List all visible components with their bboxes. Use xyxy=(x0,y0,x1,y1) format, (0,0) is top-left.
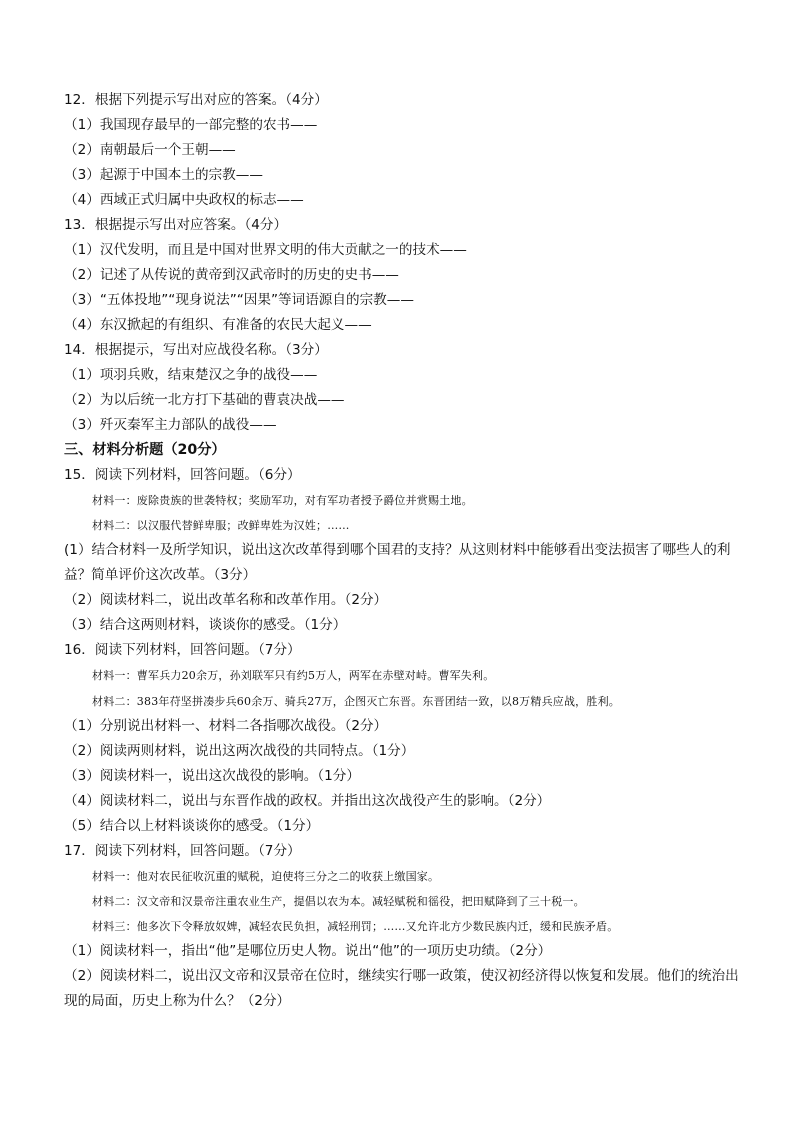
question-line: （3）结合这两则材料，谈谈你的感受。（1分） xyxy=(64,617,347,634)
section-heading: 三、材料分析题（20分） xyxy=(64,442,226,458)
question-line: （2）阅读材料二，说出汉文帝和汉景帝在位时，继续实行哪一政策，使汉初经济得以恢复和发展。他们的统治出现的局面，历史上称为什么？（2分） xyxy=(64,968,739,1010)
question-line: （1）汉代发明，而且是中国对世界文明的伟大贡献之一的技术—— xyxy=(64,242,467,258)
question-line: （3）阅读材料一，说出这次战役的影响。（1分） xyxy=(64,767,360,784)
question-line: （1）我国现存最早的一部完整的农书—— xyxy=(64,117,318,133)
material-text: 材料一：废除贵族的世袭特权；奖励军功，对有军功者授予爵位并赏赐土地。 xyxy=(92,494,473,507)
question-line: 12．根据下列提示写出对应的答案。（4分） xyxy=(64,92,328,108)
question-line: （2）记述了从传说的黄帝到汉武帝时的历史的史书—— xyxy=(64,267,399,283)
material-text: 材料二：汉文帝和汉景帝注重农业生产，提倡以农为本。减轻赋税和徭役，把田赋降到了三十税一。 xyxy=(92,895,585,909)
question-line: （3）歼灭秦军主力部队的战役—— xyxy=(64,417,277,433)
question-line: （3）“五体投地”“现身说法”“因果”等词语源自的宗教—— xyxy=(64,292,414,308)
question-line: 13．根据提示写出对应答案。（4分） xyxy=(64,217,288,233)
question-line: （2）为以后统一北方打下基础的曹袁决战—— xyxy=(64,392,345,408)
document-body xyxy=(64,88,740,1014)
question-line: （2）阅读两则材料，说出这两次战役的共同特点。（1分） xyxy=(64,742,415,759)
material-text: 材料二：383年苻坚拼凑步兵60余万、骑兵27万，企图灭亡东晋。东晋团结一致，以8万精兵应战，胜利。 xyxy=(92,694,620,708)
question-line: （4）东汉掀起的有组织、有准备的农民大起义—— xyxy=(64,317,372,333)
question-line: （5）结合以上材料谈谈你的感受。（1分） xyxy=(64,817,320,834)
question-line: 17．阅读下列材料，回答问题。（7分） xyxy=(64,842,301,859)
question-line: （2）南朝最后一个王朝—— xyxy=(64,142,236,158)
question-line: （4）西域正式归属中央政权的标志—— xyxy=(64,192,304,208)
material-text: 材料一：他对农民征收沉重的赋税，迫使将三分之二的收获上缴国家。 xyxy=(92,869,440,883)
material-text: 材料二：以汉服代替鲜卑服；改鲜卑姓为汉姓；…… xyxy=(92,519,350,533)
question-line: （1）分别说出材料一、材料二各指哪次战役。（2分） xyxy=(64,717,388,734)
question-line: （3）起源于中国本土的宗教—— xyxy=(64,167,263,183)
question-line: 14．根据提示，写出对应战役名称。（3分） xyxy=(64,342,328,358)
question-line: （1）阅读材料一，指出“他”是哪位历史人物。说出“他”的一项历史功绩。（2分） xyxy=(64,943,552,960)
question-line: 15．阅读下列材料，回答问题。（6分） xyxy=(64,467,301,483)
material-text: 材料一：曹军兵力20余万，孙刘联军只有约5万人，两军在赤壁对峙。曹军失利。 xyxy=(92,669,495,683)
question-line: （1）项羽兵败，结束楚汉之争的战役—— xyxy=(64,367,318,383)
question-line: （2）阅读材料二，说出改革名称和改革作用。（2分） xyxy=(64,592,388,609)
material-text: 材料三：他多次下令释放奴婢，减轻农民负担，减轻刑罚；……又允许北方少数民族内迁，缓和民族矛盾。 xyxy=(92,920,619,934)
question-line: (1）结合材料一及所学知识，说出这次改革得到哪个国君的支持？从这则材料中能够看出变法损害了哪些人的利益？简单评价这次改革。（3分） xyxy=(64,542,731,584)
question-line: （4）阅读材料二，说出与东晋作战的政权。并指出这次战役产生的影响。（2分） xyxy=(64,792,551,809)
question-line: 16．阅读下列材料，回答问题。（7分） xyxy=(64,642,301,659)
